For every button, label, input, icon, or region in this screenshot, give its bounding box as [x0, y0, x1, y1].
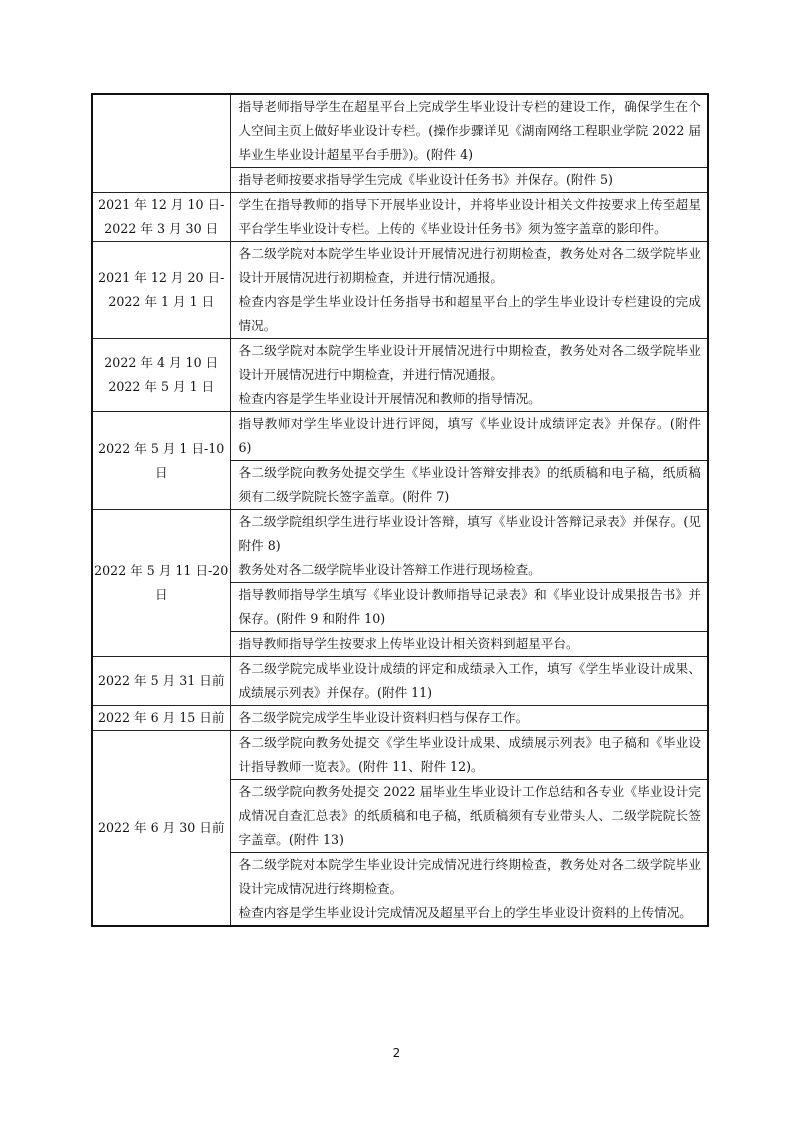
task-entry — [231, 412, 708, 460]
task-entry — [231, 167, 708, 192]
task-paragraph: 各二级学院组织学生进行毕业设计答辩，填写《毕业设计答辩记录表》并保存。(见附件 8) — [238, 514, 701, 553]
date-line: 2022 年 5 月 1 日 — [108, 379, 215, 394]
schedule-row — [92, 657, 708, 706]
content-cell — [230, 242, 708, 339]
task-paragraph: 指导老师按要求指导学生完成《毕业设计任务书》并保存。(附件 5) — [238, 172, 613, 187]
content-cell — [230, 706, 708, 731]
date-cell — [92, 193, 230, 242]
schedule-row — [92, 706, 708, 731]
date-cell — [92, 242, 230, 339]
schedule-row — [92, 339, 708, 412]
task-entry — [231, 242, 708, 338]
schedule-table — [91, 93, 709, 927]
content-cell — [230, 731, 708, 927]
task-paragraph: 各二级学院对本院学生毕业设计开展情况进行中期检查，教务处对各二级学院毕业设计开展情况进行中期检查，并进行情况通报。 — [238, 343, 701, 382]
task-paragraph: 检查内容是学生毕业设计任务指导书和超星平台上的学生毕业设计专栏建设的完成情况。 — [238, 294, 701, 333]
schedule-row — [92, 412, 708, 510]
date-line: 日 — [154, 587, 168, 602]
schedule-row — [92, 94, 708, 193]
task-entry — [231, 779, 708, 852]
date-line: 2022 年 5 月 1 日-10 — [98, 440, 225, 456]
task-paragraph: 各二级学院对本院学生毕业设计完成情况进行终期检查，教务处对各二级学院毕业设计完成情况进行终期检查。 — [238, 857, 701, 896]
content-cell — [230, 412, 708, 510]
task-entry — [231, 460, 708, 509]
date-line: 2022 年 6 月 30 日前 — [98, 820, 225, 835]
schedule-row — [92, 510, 708, 657]
task-entry — [231, 582, 708, 631]
task-entry — [231, 339, 708, 411]
task-entry — [231, 852, 708, 925]
date-line: 2022 年 5 月 11 日-20 — [94, 563, 229, 578]
task-paragraph: 各二级学院完成学生毕业设计资料归档与保存工作。 — [238, 710, 529, 725]
task-paragraph: 各二级学院向教务处提交《学生毕业设计成果、成绩展示列表》电子稿和《毕业设计指导教师一览表》。(附件 11、附件 12)。 — [238, 735, 701, 774]
date-line: 2022 年 3 月 30 日 — [104, 221, 219, 236]
task-paragraph: 各二级学院向教务处提交学生《毕业设计答辩安排表》的纸质稿和电子稿，纸质稿须有二级学院院长签字盖章。(附件 7) — [238, 465, 701, 504]
date-line: 2022 年 4 月 10 日 — [104, 355, 219, 370]
content-cell — [230, 339, 708, 412]
task-paragraph: 指导教师对学生毕业设计进行评阅，填写《毕业设计成绩评定表》并保存。(附件 6) — [238, 416, 701, 455]
date-line: 2022 年 1 月 1 日 — [108, 294, 215, 309]
date-cell — [92, 706, 230, 731]
date-cell — [92, 94, 230, 193]
date-line: 2021 年 12 月 10 日- — [98, 197, 225, 212]
schedule-row — [92, 242, 708, 339]
content-cell — [230, 510, 708, 657]
date-cell — [92, 510, 230, 657]
task-entry — [231, 657, 708, 705]
schedule-table-body — [92, 94, 708, 926]
task-entry — [231, 631, 708, 656]
date-cell — [92, 657, 230, 706]
date-line: 2022 年 6 月 15 日前 — [98, 710, 225, 725]
date-cell — [92, 412, 230, 510]
task-paragraph: 指导老师指导学生在超星平台上完成学生毕业设计专栏的建设工作，确保学生在个人空间主页上做好毕业设计专栏。(操作步骤详见《湖南网络工程职业学院 2022 届毕业生毕业设计超星平台手册》)。(附件 4) — [238, 99, 701, 162]
task-entry — [231, 706, 708, 730]
content-cell — [230, 193, 708, 242]
task-paragraph: 各二级学院向教务处提交 2022 届毕业生毕业设计工作总结和各专业《毕业设计完成情况自查汇总表》的纸质稿和电子稿，纸质稿须有专业带头人、二级学院院长签字盖章。(附件 13) — [238, 784, 701, 847]
task-paragraph: 学生在指导教师的指导下开展毕业设计，并将毕业设计相关文件按要求上传至超星平台学生毕业设计专栏。上传的《毕业设计任务书》须为签字盖章的影印件。 — [238, 197, 701, 236]
date-line: 2022 年 5 月 31 日前 — [98, 673, 225, 688]
schedule-row — [92, 731, 708, 927]
content-cell — [230, 94, 708, 193]
task-paragraph: 指导教师指导学生按要求上传毕业设计相关资料到超星平台。 — [238, 636, 579, 651]
task-paragraph: 检查内容是学生毕业设计开展情况和教师的指导情况。 — [238, 391, 541, 406]
task-entry — [231, 731, 708, 779]
page-number: 2 — [392, 1046, 401, 1060]
task-paragraph: 各二级学院完成毕业设计成绩的评定和成绩录入工作，填写《学生毕业设计成果、成绩展示列表》并保存。(附件 11) — [238, 661, 701, 700]
task-entry — [231, 510, 708, 582]
task-paragraph: 教务处对各二级学院毕业设计答辩工作进行现场检查。 — [238, 562, 541, 577]
task-entry — [231, 193, 708, 241]
task-paragraph: 各二级学院对本院学生毕业设计开展情况进行初期检查，教务处对各二级学院毕业设计开展情况进行初期检查，并进行情况通报。 — [238, 246, 701, 285]
task-paragraph: 检查内容是学生毕业设计完成情况及超星平台上的学生毕业设计资料的上传情况。 — [238, 905, 692, 920]
content-cell — [230, 657, 708, 706]
date-line: 日 — [154, 464, 168, 480]
date-cell — [92, 731, 230, 927]
task-paragraph: 指导教师指导学生填写《毕业设计教师指导记录表》和《毕业设计成果报告书》并保存。(附件 9 和附件 10) — [238, 587, 701, 626]
date-line: 2021 年 12 月 20 日- — [98, 270, 225, 285]
date-cell — [92, 339, 230, 412]
schedule-row — [92, 193, 708, 242]
task-entry — [231, 95, 708, 167]
